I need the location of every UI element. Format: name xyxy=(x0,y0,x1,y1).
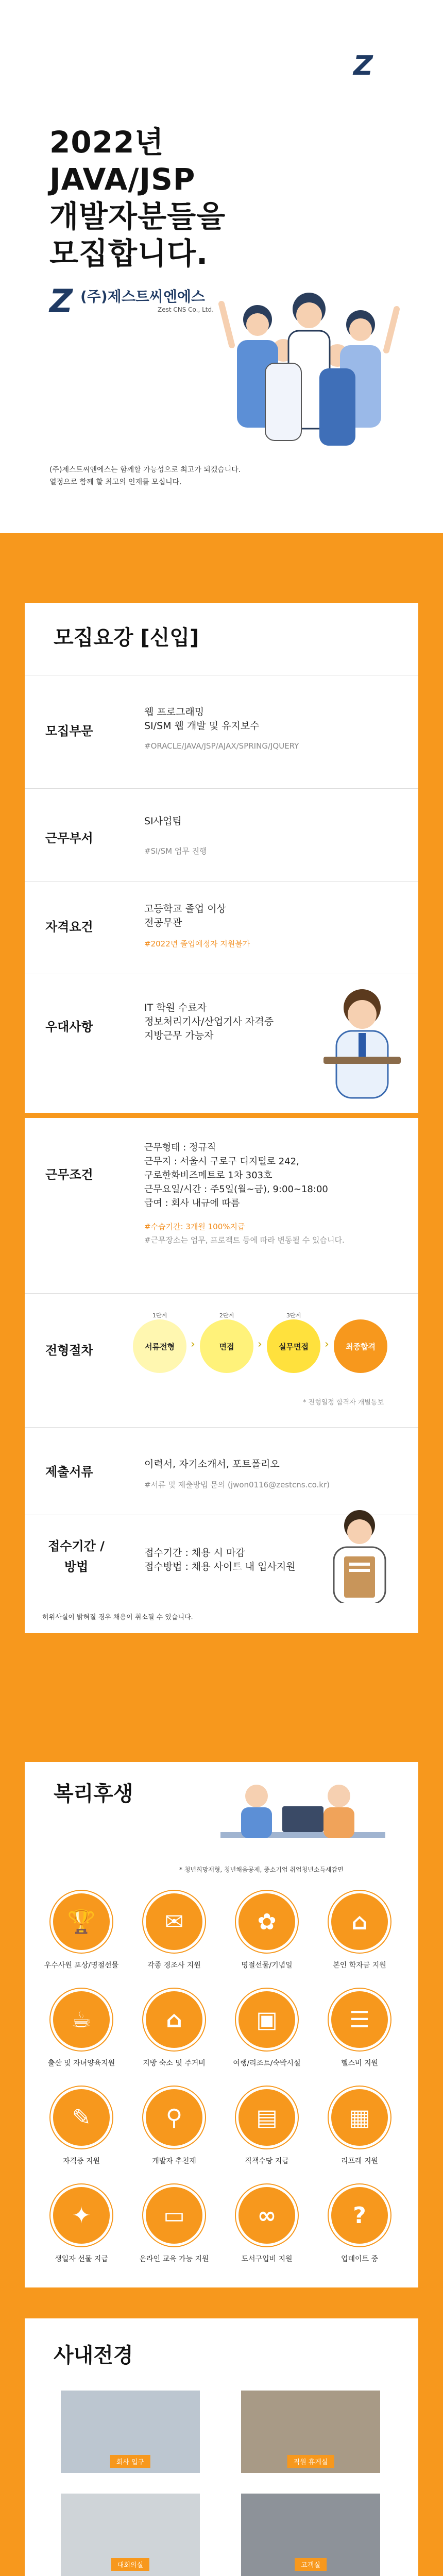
work-row-conditions: 근무조건 근무형태 : 정규직 근무지 : 서울시 구로구 디지털로 242, 구로한화비즈메트로 1차 303호 근무요일/시간 : 주5일(월~금), 9:00~18:00 급여 : 회사 내규에 따름 #수습기간: 3개월 100%지급 #근무장소는 업무, 프로젝트 등에 따라 변동될 수 있습니다. xyxy=(45,1142,345,1245)
benefit-item xyxy=(220,2184,313,2264)
benefit-label: 리프레 지원 xyxy=(340,2157,379,2165)
work-row-docs: 제출서류 이력서, 자기소개서, 포트폴리오 #서류 및 제출방법 문의 (jwon0116@zestcns.co.kr) xyxy=(25,1427,418,1515)
arrow-icon: › xyxy=(258,1338,262,1351)
search-icon: ⚲ xyxy=(143,2087,205,2148)
benefit-item xyxy=(35,2087,128,2166)
arrow-icon: › xyxy=(325,1338,329,1351)
work-row-process: 전형절차 1단계 서류전형 › 2단계 면접 › 3단계 실무면접 › 최종합격 * 전형일정 합격자 개별통보 xyxy=(25,1293,418,1427)
work-card xyxy=(25,1118,418,1633)
company-name: (주)제스트씨엔에스 xyxy=(80,288,205,305)
benefit-label: 온라인 교육 가능 지원 xyxy=(139,2255,209,2263)
benefit-label: 여행/리조트/숙박시설 xyxy=(233,2059,301,2067)
benefit-label: 개발자 추천제 xyxy=(152,2157,196,2165)
benefit-item xyxy=(313,1989,406,2068)
benefit-label: 도서구입비 지원 xyxy=(241,2255,293,2263)
recruit-row-2: 근무부서 SI사업팀 #SI/SM 업무 진행 xyxy=(25,788,418,881)
office-photo-client-room: 고객실 xyxy=(241,2494,380,2576)
benefits-note: * 청년희망재형, 청년채움공제, 중소기업 취업청년소득세감면 xyxy=(179,1866,344,1873)
hero-illustration xyxy=(216,273,402,469)
benefit-item xyxy=(128,1891,220,1970)
benefit-item xyxy=(128,2184,220,2264)
company-sub: Zest CNS Co., Ltd. xyxy=(158,306,214,313)
benefit-label: 직책수당 지급 xyxy=(245,2157,289,2165)
coffee-icon: ☕ xyxy=(50,1989,112,2050)
benefit-item xyxy=(313,2087,406,2166)
question-icon: ? xyxy=(329,2184,390,2246)
benefit-item xyxy=(313,2184,406,2264)
benefit-label: 업데이트 중 xyxy=(340,2255,379,2263)
step-1: 서류전형 xyxy=(133,1319,186,1373)
hero-title: 2022년 JAVA/JSP 개발자분들을 모집합니다. xyxy=(49,125,226,271)
benefit-label: 자격증 지원 xyxy=(62,2157,100,2165)
glasses-icon: ∞ xyxy=(236,2184,298,2246)
recruit-row-1: 모집부문 웹 프로그래밍 SI/SM 웹 개발 및 유지보수 #ORACLE/JAVA/JSP/AJAX/SPRING/JQUERY xyxy=(25,675,418,788)
benefit-label: 우수사원 포상/명절선물 xyxy=(44,1961,119,1970)
clipboard-icon: ▦ xyxy=(329,2087,390,2148)
benefit-item xyxy=(35,1989,128,2068)
benefit-item xyxy=(220,1891,313,1970)
recruit-title: 모집요강 [신입] xyxy=(54,621,199,651)
building-icon: ⌂ xyxy=(329,1891,390,1953)
step-2: 면접 xyxy=(200,1319,253,1373)
certificate-icon: ✎ xyxy=(50,2087,112,2148)
benefit-label: 지방 숙소 및 주거비 xyxy=(143,2059,206,2067)
apply-illustration xyxy=(308,1505,411,1603)
work-row-apply: 접수기간 / 방법 접수기간 : 채용 시 마감 접수방법 : 채용 사이트 내 입사지원 xyxy=(25,1515,418,1607)
party-icon: ✦ xyxy=(50,2184,112,2246)
work-footnote: 허위사실이 밝혀질 경우 채용이 취소될 수 있습니다. xyxy=(42,1614,193,1621)
house-icon: ⌂ xyxy=(143,1989,205,2050)
company-logo: Z (주)제스트씨엔에스 Zest CNS Co., Ltd. xyxy=(49,282,214,320)
benefit-item xyxy=(313,1891,406,1970)
cake-icon: ✿ xyxy=(236,1891,298,1953)
id-card-icon: ▤ xyxy=(236,2087,298,2148)
benefit-label: 헬스비 지원 xyxy=(340,2059,379,2067)
recruit-card xyxy=(25,603,418,1113)
benefit-item xyxy=(128,2087,220,2166)
benefit-label: 각종 경조사 지원 xyxy=(147,1961,201,1970)
arrow-icon: › xyxy=(191,1338,195,1351)
benefit-item xyxy=(35,2184,128,2264)
benefit-label: 본인 학자금 지원 xyxy=(333,1961,386,1970)
office-photo-conference: 대회의실 xyxy=(61,2494,200,2576)
office-title: 사내전경 xyxy=(54,2339,133,2368)
top-logo: Z xyxy=(353,50,373,81)
office-photo-entrance: 회사 입구 xyxy=(61,2391,200,2473)
benefit-label: 명절선물/기념일 xyxy=(241,1961,293,1970)
benefit-item xyxy=(220,2087,313,2166)
benefit-item xyxy=(35,1891,128,1970)
recruit-row-3: 자격요건 고등학교 졸업 이상 전공무관 #2022년 졸업예정자 지원불가 xyxy=(25,881,418,974)
office-photo-lounge: 직원 휴게실 xyxy=(241,2391,380,2473)
benefit-item xyxy=(220,1989,313,2068)
benefit-item xyxy=(128,1989,220,2068)
step-3: 실무면접 xyxy=(267,1319,320,1373)
benefits-card xyxy=(25,1762,418,2287)
benefits-title: 복리후생 xyxy=(54,1777,133,1807)
laptop-icon: ▭ xyxy=(143,2184,205,2246)
bus-icon: ▣ xyxy=(236,1989,298,2050)
hero-intro: (주)제스트씨엔에스는 함께할 가능성으로 최고가 되겠습니다. 열정으로 함께 할 최고의 인재를 모십니다. xyxy=(49,466,241,486)
benefits-illustration xyxy=(210,1770,396,1863)
benefit-label: 출산 및 자녀양육지원 xyxy=(47,2059,115,2067)
office-card xyxy=(25,2318,418,2576)
recruit-illustration xyxy=(313,979,411,1103)
trophy-icon: 🏆 xyxy=(50,1891,112,1953)
benefit-label: 생일자 선물 지급 xyxy=(55,2255,108,2263)
envelope-icon: ✉ xyxy=(143,1891,205,1953)
resume-icon: ☰ xyxy=(329,1989,390,2050)
recruit-row-4: 우대사항 IT 학원 수료자 정보처리기사/산업기사 자격증 지방근무 가능자 xyxy=(25,974,418,1113)
hero-section xyxy=(0,0,443,533)
step-4: 최종합격 xyxy=(334,1319,387,1373)
